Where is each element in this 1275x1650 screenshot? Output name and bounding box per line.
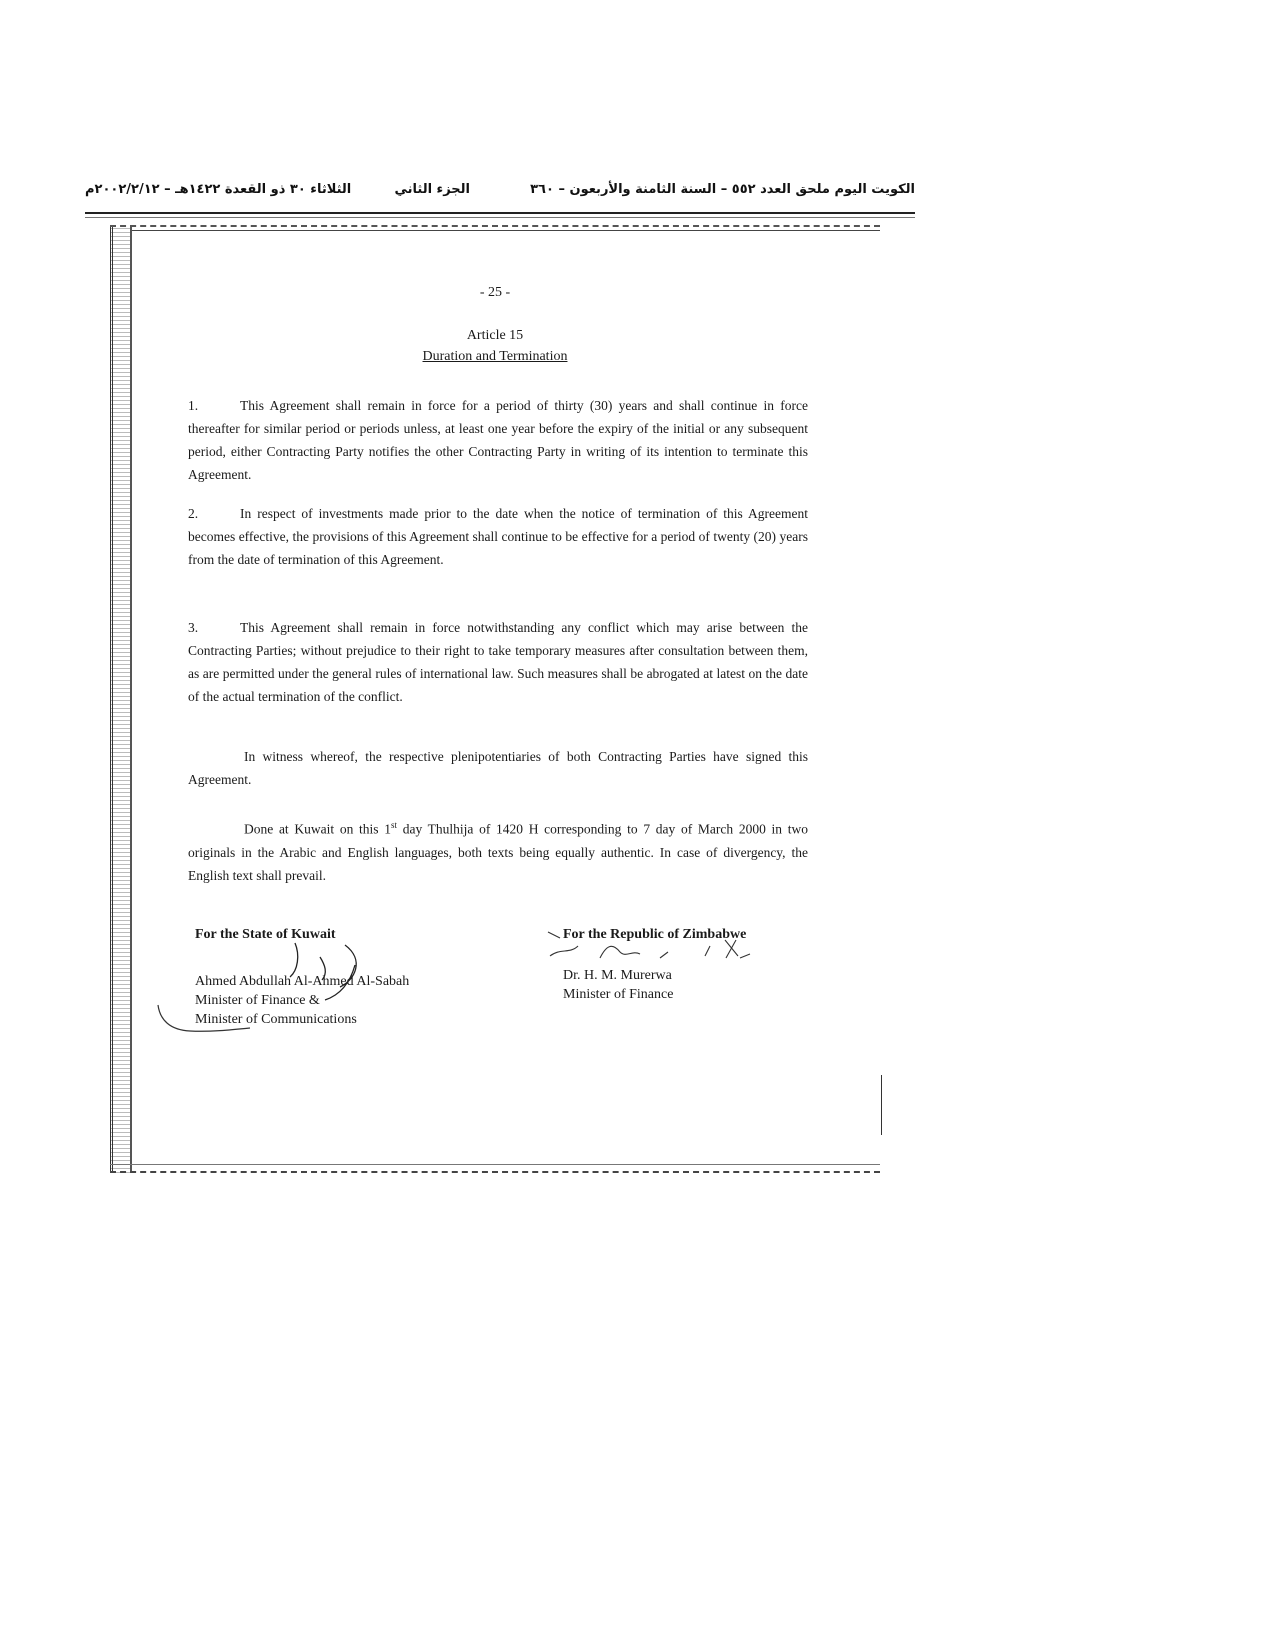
frame-inner-top-border <box>132 230 880 231</box>
done-paragraph <box>188 814 808 887</box>
frame-top-border <box>110 225 880 227</box>
gazette-issue: الكويت اليوم ملحق العدد ٥٥٢ – السنة الثامنة والأربعون – ٣٦٠ <box>530 182 915 197</box>
signature-kuwait <box>150 935 430 1045</box>
signatory-title: Minister of Communications <box>195 1012 357 1027</box>
paragraph-text: In respect of investments made prior to the date when the notice of termination of this Agreement becomes effective, the provisions of this Agreement shall continue to be effective for a period of twenty (20) years from the date of termination of this Agreement. <box>188 506 808 567</box>
paragraph-number: 3. <box>188 620 199 635</box>
done-superscript: st <box>390 820 397 830</box>
done-text-end: day Thulhija of 1420 H corresponding to 7 day of March 2000 in two originals in the Arabic and English languages, both texts being equally authentic. In case of divergency, the English text shall prevail. <box>188 821 808 883</box>
paragraph-text: This Agreement shall remain in force for a period of thirty (30) years and shall continue in force thereafter for similar period or periods unless, at least one year before the expiry of the initial or any subsequent period, either Contracting Party notifies the other Contracting Party in writing of its intention to terminate this Agreement. <box>188 398 808 482</box>
signature-heading: For the Republic of Zimbabwe <box>563 927 747 942</box>
gazette-part: الجزء الثاني <box>394 182 470 197</box>
frame-left-border <box>110 225 132 1173</box>
frame-bottom-border <box>110 1164 880 1173</box>
paragraph-2 <box>188 502 808 571</box>
paragraph-text: This Agreement shall remain in force notwithstanding any conflict which may arise between the Contracting Parties; without prejudice to their right to take temporary measures after consultation between them, as are permitted under the general rules of international law. Such measures shall be abrogated at latest on the date of the actual termination of the conflict. <box>188 620 808 704</box>
signatory-name: Ahmed Abdullah Al-Ahmed Al-Sabah <box>195 974 410 989</box>
signatory-title: Minister of Finance & <box>195 993 320 1008</box>
page-number: - 25 - <box>479 285 511 300</box>
done-text-start: Done at Kuwait on this 1 <box>244 821 391 837</box>
witness-paragraph: In witness whereof, the respective plenipotentiaries of both Contracting Parties have signed this Agreement. <box>188 749 808 787</box>
paragraph-number: 1. <box>188 398 199 413</box>
header-rule-thin <box>85 217 915 218</box>
frame-right-mark <box>879 1075 882 1135</box>
signature-heading: For the State of Kuwait <box>195 927 336 942</box>
paragraph-1 <box>188 394 808 486</box>
gazette-header <box>85 182 915 206</box>
signatory-title: Minister of Finance <box>563 987 674 1002</box>
signatory-name: Dr. H. M. Murerwa <box>563 968 672 983</box>
header-rule <box>85 212 915 214</box>
gazette-date: الثلاثاء ٣٠ ذو القعدة ١٤٢٢هـ – ٢٠٠٢/٢/١٢م <box>85 182 352 197</box>
article-subtitle: Duration and Termination <box>422 349 568 364</box>
paragraph-number: 2. <box>188 506 199 521</box>
paragraph-3 <box>188 616 808 708</box>
signature-zimbabwe <box>540 928 820 968</box>
article-title: Article 15 <box>466 328 524 343</box>
